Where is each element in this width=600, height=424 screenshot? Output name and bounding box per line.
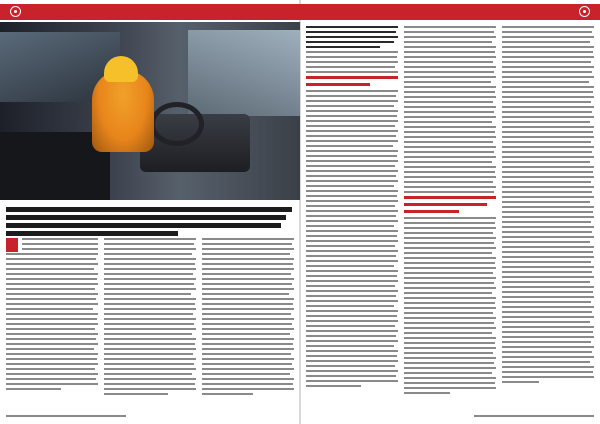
page-footer-left	[6, 415, 126, 421]
subheading	[404, 203, 487, 206]
hero-photo	[0, 22, 300, 200]
body-column-5	[404, 26, 496, 397]
body-column-1	[6, 238, 98, 393]
drop-cap	[6, 238, 18, 252]
body-column-4	[306, 26, 398, 390]
body-column-6	[502, 26, 594, 386]
section-header-bar	[0, 4, 300, 20]
section-header-bar	[300, 4, 600, 20]
subheading	[306, 76, 398, 79]
target-icon	[10, 6, 21, 17]
page-footer-right	[474, 415, 594, 421]
body-column-3	[202, 238, 294, 398]
subheading	[404, 210, 459, 213]
right-page	[300, 0, 600, 424]
subheading	[306, 83, 370, 86]
subheading	[404, 196, 496, 199]
target-icon	[579, 6, 590, 17]
standfirst	[6, 207, 292, 239]
body-column-2	[104, 238, 196, 398]
